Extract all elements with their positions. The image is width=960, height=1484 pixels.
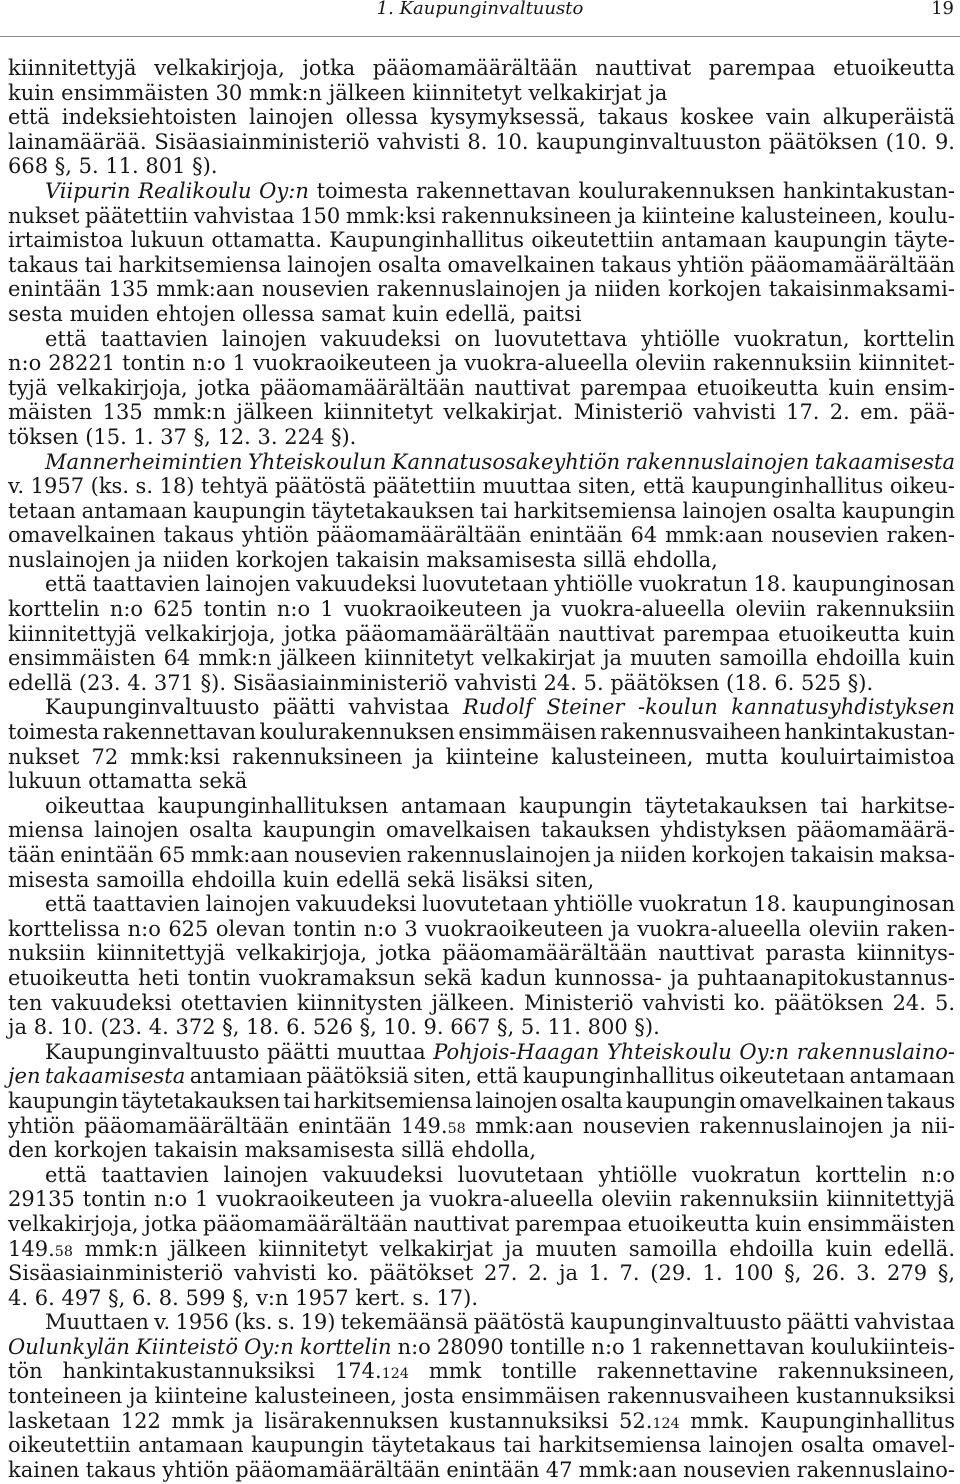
line-text: enintään 135 mmk:aan nousevien rakennuslainojen ja niiden korkojen takaisinmaksami- — [8, 277, 955, 302]
text-line — [8, 1286, 955, 1311]
text-line — [8, 376, 955, 401]
text-line — [8, 130, 955, 155]
line-text: oikeuttaa kaupunginhallituksen antamaan kaupungin täytetakauksen tai harkitse- — [45, 793, 955, 818]
text-line — [8, 56, 955, 81]
text-line — [8, 253, 955, 278]
text-line — [8, 1458, 955, 1483]
line-text: sesta muiden ehtojen ollessa samat kuin edellä, paitsi — [8, 301, 582, 326]
text-line — [8, 1384, 955, 1409]
line-text: korttelissa n:o 625 olevan tontin n:o 3 vuokraoikeuteen ja vuokra-alueella oleviin raken- — [8, 916, 955, 941]
text-line — [8, 720, 955, 745]
decimal-digits: 124 — [381, 1366, 409, 1383]
line-text: että taattavien lainojen vakuudeksi luovutetaan yhtiölle vuokratun 18. kaupunginosan — [45, 892, 955, 917]
text-line — [45, 1040, 955, 1065]
line-text: v. 1957 (ks. s. 18) tehtyä päätöstä päätettiin muuttaa siten, että kaupunginhallitus oikeu- — [8, 474, 955, 499]
decimal-digits: 124 — [652, 1415, 680, 1432]
text-segment: mmk tontille rakennettavine rakennuksineen, — [408, 1359, 955, 1384]
italic-company-name: Viipurin Realikoulu Oy:n — [45, 178, 309, 203]
text-line — [45, 179, 955, 204]
line-text: n:o 28221 tontin n:o 1 vuokraoikeuteen ja vuokra-alueella oleviin rakennuksiin kiinnitet- — [8, 351, 955, 376]
italic-company-name: Mannerheimintien Yhteiskoulun Kannatusosakeyhtiön rakennuslainojen takaamisesta — [45, 449, 955, 474]
line-text: Sisäasiainministeriö vahvisti ko. päätökset 27. 2. ja 1. 7. (29. 1. 100 §, 26. 3. 279 §, — [8, 1261, 955, 1286]
line-text: 668 §, 5. 11. 801 §). — [8, 154, 218, 179]
text-line — [8, 1433, 955, 1458]
italic-company-name: jen takaamisesta — [8, 1064, 186, 1089]
line-text: kuin ensimmäisten 30 mmk:n jälkeen kiinnitetyt velkakirjat ja — [8, 80, 668, 105]
line-text: etuoikeutta heti tontin vuokramaksun sekä kadun kunnossa- ja puhtaanapitokustannus- — [8, 965, 955, 990]
line-text — [45, 179, 955, 203]
line-text: den korkojen takaisin maksamisesta sillä ehdolla, — [8, 1138, 537, 1163]
text-line — [8, 1335, 955, 1360]
line-text — [8, 1114, 955, 1138]
line-text: Muuttaen v. 1956 (ks. s. 19) tekemäänsä päätöstä kaupunginvaltuusto päätti vahvistaa — [45, 1310, 955, 1335]
italic-company-name: Pohjois-Haagan Yhteiskoulu Oy:n rakennuslaino- — [433, 1039, 955, 1064]
text-line — [45, 1310, 955, 1335]
line-text: ensimmäisten 64 mmk:n jälkeen kiinnitetyt velkakirjat ja muuten samoilla ehdoilla kuin — [8, 646, 955, 671]
text-line — [45, 892, 955, 917]
line-text — [8, 1409, 955, 1433]
line-text — [8, 1064, 955, 1088]
text-line — [8, 81, 955, 106]
line-text: kaupungin täytetakauksen tai harkitsemiensa lainojen osalta kaupungin omavelkainen takaus — [8, 1088, 955, 1113]
line-text: tään enintään 65 mmk:aan nousevien rakennuslainojen ja niiden korkojen takaisin maksa- — [8, 843, 955, 867]
text-segment: mmk:n jälkeen kiinnitetyt velkakirjat ja muuten samoilla ehdoilla kuin edellä. — [72, 1236, 955, 1261]
line-text: velkakirjoja, jotka pääomamäärältään nauttivat parempaa etuoikeutta kuin ensimmäisten — [8, 1211, 955, 1236]
text-line — [45, 327, 955, 352]
line-text: lukuun ottamatta sekä — [8, 769, 248, 794]
text-line — [8, 1359, 955, 1384]
line-text: oikeutettiin antamaan kaupungin täytetakaus tai harkitsemiensa lainojen osalta omavel- — [8, 1433, 955, 1458]
text-line — [8, 548, 955, 573]
line-text: nukset päätettiin vahvistaa 150 mmk:ksi rakennuksineen ja kiinteine kalusteineen, koulu- — [8, 203, 955, 228]
text-line — [8, 228, 955, 253]
italic-company-name: Oulunkylän Kiinteistö Oy:n korttelin — [8, 1334, 392, 1359]
text-line — [8, 745, 955, 770]
line-text: edellä (23. 4. 371 §). Sisäasiainministeriö vahvisti 24. 5. päätöksen (18. 6. 525 §). — [8, 670, 874, 695]
line-text: ja 8. 10. (23. 4. 372 §, 18. 6. 526 §, 10. 9. 667 §, 5. 11. 800 §). — [8, 1015, 660, 1040]
line-text — [45, 1040, 955, 1064]
text-line — [8, 1089, 955, 1114]
line-text: tetaan antamaan kaupungin täytetakauksen tai harkitsemiensa lainojen osalta kaupungin — [8, 498, 955, 523]
decimal-digits: 58 — [54, 1243, 73, 1260]
text-line — [45, 572, 955, 597]
text-line — [8, 154, 955, 179]
text-line — [8, 671, 955, 696]
paragraph — [8, 1040, 955, 1163]
decimal-digits: 58 — [447, 1120, 466, 1137]
text-line — [8, 917, 955, 942]
paragraph — [8, 1163, 955, 1311]
text-line — [8, 425, 955, 450]
paragraph — [8, 56, 955, 179]
text-line — [8, 204, 955, 229]
text-line — [8, 1138, 955, 1163]
running-header — [0, 0, 960, 19]
paragraph — [8, 1310, 955, 1482]
text-segment: Kaupunginvaltuusto päätti muuttaa — [45, 1039, 434, 1064]
text-line — [8, 400, 955, 425]
text-line — [8, 1261, 955, 1286]
line-text: kiinnitettyjä velkakirjoja, jotka pääomamäärältään nauttivat parempaa etuoikeutta kuin — [8, 621, 955, 646]
text-line — [8, 1015, 955, 1040]
text-line — [8, 991, 955, 1016]
text-segment: 149. — [8, 1236, 55, 1261]
italic-association-name: Rudolf Steiner -koulun kannatusyhdistyksen — [462, 695, 955, 720]
line-text: tyjä velkakirjoja, jotka pääomamäärältään nauttivat parempaa etuoikeutta kuin ensim- — [8, 375, 955, 400]
text-line — [8, 646, 955, 671]
paragraph — [8, 450, 955, 573]
line-text: että taattavien lainojen vakuudeksi luovutetaan yhtiölle vuokratun 18. kaupunginosan — [45, 572, 955, 597]
text-segment: n:o 28090 tontille n:o 1 rakennettavan koulukiinteis- — [391, 1334, 955, 1359]
paragraph — [8, 892, 955, 1040]
text-segment: yhtiön pääomamäärältään enintään 149. — [8, 1113, 448, 1138]
text-line — [8, 622, 955, 647]
line-text: että indeksiehtoisten lainojen ollessa kysymyksessä, takaus koskee vain alkuperäistä — [8, 105, 955, 130]
line-text: että taattavien lainojen vakuudeksi on luovutettava yhtiölle vuokratun, korttelin — [45, 326, 955, 351]
text-line — [8, 1187, 955, 1212]
line-text: omavelkainen takaus yhtiön pääomamäärältään enintään 64 mmk:aan nousevien raken- — [8, 523, 955, 548]
text-line — [45, 450, 955, 475]
text-segment: Kaupunginvaltuusto päätti vahvistaa — [45, 695, 463, 720]
paragraph — [8, 695, 955, 793]
text-segment: lasketaan 122 mmk ja lisärakennuksen kustannuksiksi 52. — [8, 1408, 653, 1433]
text-line — [8, 105, 955, 130]
section-title: 1. Kaupunginvaltuusto — [376, 0, 584, 19]
line-text — [8, 1237, 955, 1261]
paragraph — [8, 794, 955, 892]
text-line — [8, 1409, 955, 1434]
line-text: takaus tai harkitsemiensa lainojen osalta omavelkainen takaus yhtiön pääomamäärältään — [8, 252, 955, 277]
line-text — [8, 1335, 955, 1359]
text-line — [45, 1163, 955, 1188]
text-segment: mmk. Kaupunginhallitus — [679, 1408, 955, 1433]
text-line — [8, 941, 955, 966]
text-line — [8, 769, 955, 794]
text-line — [8, 1064, 955, 1089]
text-segment: tön hankintakustannuksiksi 174. — [8, 1359, 382, 1384]
paragraph — [8, 327, 955, 450]
text-segment: toimesta rakennettavan koulurakennuksen hankintakustan- — [308, 178, 955, 203]
text-segment: mmk:aan nousevien rakennuslainojen ja nii- — [465, 1113, 955, 1138]
line-text — [45, 695, 955, 719]
text-line — [8, 597, 955, 622]
line-text: nukset 72 mmk:ksi rakennuksineen ja kiinteine kalusteineen, mutta kouluirtaimistoa — [8, 744, 955, 769]
line-text: misesta samoilla ehdoilla kuin edellä sekä lisäksi siten, — [8, 867, 595, 892]
line-text: kiinnitettyjä velkakirjoja, jotka pääomamäärältään nauttivat parempaa etuoikeutta — [8, 56, 955, 80]
text-line — [8, 523, 955, 548]
page-number: 19 — [931, 0, 954, 19]
line-text: irtaimistoa lukuun ottamatta. Kaupunginhallitus oikeutettiin antamaan kaupungin täyte- — [8, 228, 955, 253]
text-line — [45, 794, 955, 819]
line-text: 29135 tontin n:o 1 vuokraoikeuteen ja vuokra-alueella oleviin rakennuksiin kiinnitettyjä — [8, 1187, 955, 1212]
paragraph — [8, 572, 955, 695]
line-text: mäisten 135 mmk:n jälkeen kiinnitetyt velkakirjat. Ministeriö vahvisti 17. 2. em. pää- — [8, 400, 955, 425]
line-text: kainen takaus yhtiön pääomamäärältään enintään 47 mmk:aan nousevien rakennuslaino- — [8, 1457, 955, 1482]
body-text — [8, 56, 955, 1482]
text-segment: antamiaan päätöksiä siten, että kaupunginhallitus oikeutetaan antamaan — [185, 1064, 956, 1089]
line-text — [8, 1359, 955, 1383]
line-text: miensa lainojen osalta kaupungin omavelkaisen takauksen yhdistyksen pääomamäärä- — [8, 818, 955, 843]
text-line — [8, 868, 955, 893]
text-line — [8, 966, 955, 991]
text-line — [8, 499, 955, 524]
text-line — [8, 302, 955, 327]
text-line — [8, 351, 955, 376]
line-text: toimesta rakennettavan koulurakennuksen ensimmäisen rakennusvaiheen hankintakustan- — [8, 720, 955, 745]
line-text: tonteineen ja kiinteine kalusteineen, josta ensimmäisen rakennusvaiheen kustannuksiksi — [8, 1384, 955, 1409]
text-line — [8, 1237, 955, 1262]
text-line — [45, 695, 955, 720]
line-text: ten vakuudeksi otettavien kiinnitysten jälkeen. Ministeriö vahvisti ko. päätöksen 24. 5. — [8, 990, 955, 1015]
line-text: töksen (15. 1. 37 §, 12. 3. 224 §). — [8, 424, 357, 449]
text-line — [8, 277, 955, 302]
text-line — [8, 818, 955, 843]
line-text: korttelin n:o 625 tontin n:o 1 vuokraoikeuteen ja vuokra-alueella oleviin rakennuksiin — [8, 597, 955, 622]
header-rule — [0, 36, 960, 37]
line-text: nuslainojen ja niiden korkojen takaisin maksamisesta sillä ehdolla, — [8, 547, 718, 572]
paragraph — [8, 179, 955, 327]
text-line — [8, 1114, 955, 1139]
text-line — [8, 843, 955, 868]
line-text: nuksiin kiinnitettyjä velkakirjoja, jotka pääomamäärältään nauttivat parasta kiinnitys- — [8, 941, 955, 966]
text-line — [8, 474, 955, 499]
line-text: että taattavien lainojen vakuudeksi luovutetaan yhtiölle vuokratun korttelin n:o — [45, 1162, 955, 1187]
line-text: lainamäärää. Sisäasiainministeriö vahvisti 8. 10. kaupunginvaltuuston päätöksen (10. 9. — [8, 129, 955, 154]
text-line — [8, 1212, 955, 1237]
line-text: 4. 6. 497 §, 6. 8. 599 §, v:n 1957 kert. s. 17). — [8, 1285, 479, 1310]
